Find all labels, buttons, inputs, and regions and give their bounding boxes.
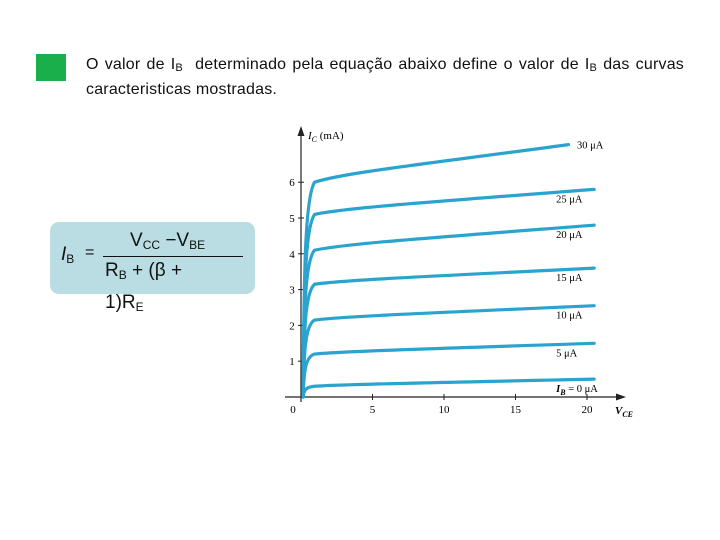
- transistor-characteristic-chart: [270, 120, 650, 425]
- formula-lhs: $I_B$: [61, 244, 75, 266]
- curve-label: 30 μA: [576, 140, 604, 152]
- x-axis-arrow: [616, 394, 626, 401]
- y-tick-label: 2: [289, 320, 295, 333]
- y-axis-label: $I_C$ (mA): [308, 130, 344, 144]
- x-axis-label: $V_{CE}$: [615, 405, 634, 419]
- x-tick-label: 20: [581, 404, 593, 416]
- y-tick-label: 5: [289, 213, 295, 225]
- curve-line: [303, 268, 594, 397]
- fraction-line: [103, 256, 243, 257]
- x-tick-label: 5: [369, 404, 376, 416]
- intro-text: O valor de $I_B$ determinado pela equação abaixo define o valor de $I_B$ das curvas caracteristicas mostradas.: [86, 56, 684, 98]
- axes: [285, 126, 626, 402]
- formula-numerator: $V_{CC} -V_{BE}$: [130, 230, 206, 252]
- curve-line: [303, 379, 594, 397]
- origin-label: 0: [290, 404, 296, 416]
- x-tick-label: 10: [438, 404, 450, 416]
- y-axis-arrow: [298, 126, 305, 136]
- curve-line: [303, 189, 594, 397]
- curves: [303, 145, 594, 397]
- curve-line: [303, 343, 594, 397]
- curve-label: 15 μA: [556, 273, 583, 285]
- y-tick-label: 6: [289, 177, 295, 190]
- x-tick-label: 15: [510, 404, 521, 416]
- curve-label: 10 μA: [556, 310, 583, 322]
- formula-equals: =: [85, 244, 95, 261]
- curve-label: $I_B = 0$ μA: [556, 384, 598, 398]
- y-tick-label: 1: [289, 356, 295, 369]
- formula-denominator: $R_B + (\beta$ +: [105, 260, 183, 282]
- curve-label: 5 μA: [556, 348, 578, 360]
- green-bullet: [36, 54, 66, 81]
- y-tick-label: 3: [289, 284, 295, 297]
- y-tick-label: 4: [289, 248, 295, 261]
- curve-label: 25 μA: [556, 194, 583, 206]
- curve-label: 20 μA: [556, 230, 583, 242]
- formula-denominator-line2: $1)R_E$: [105, 292, 144, 314]
